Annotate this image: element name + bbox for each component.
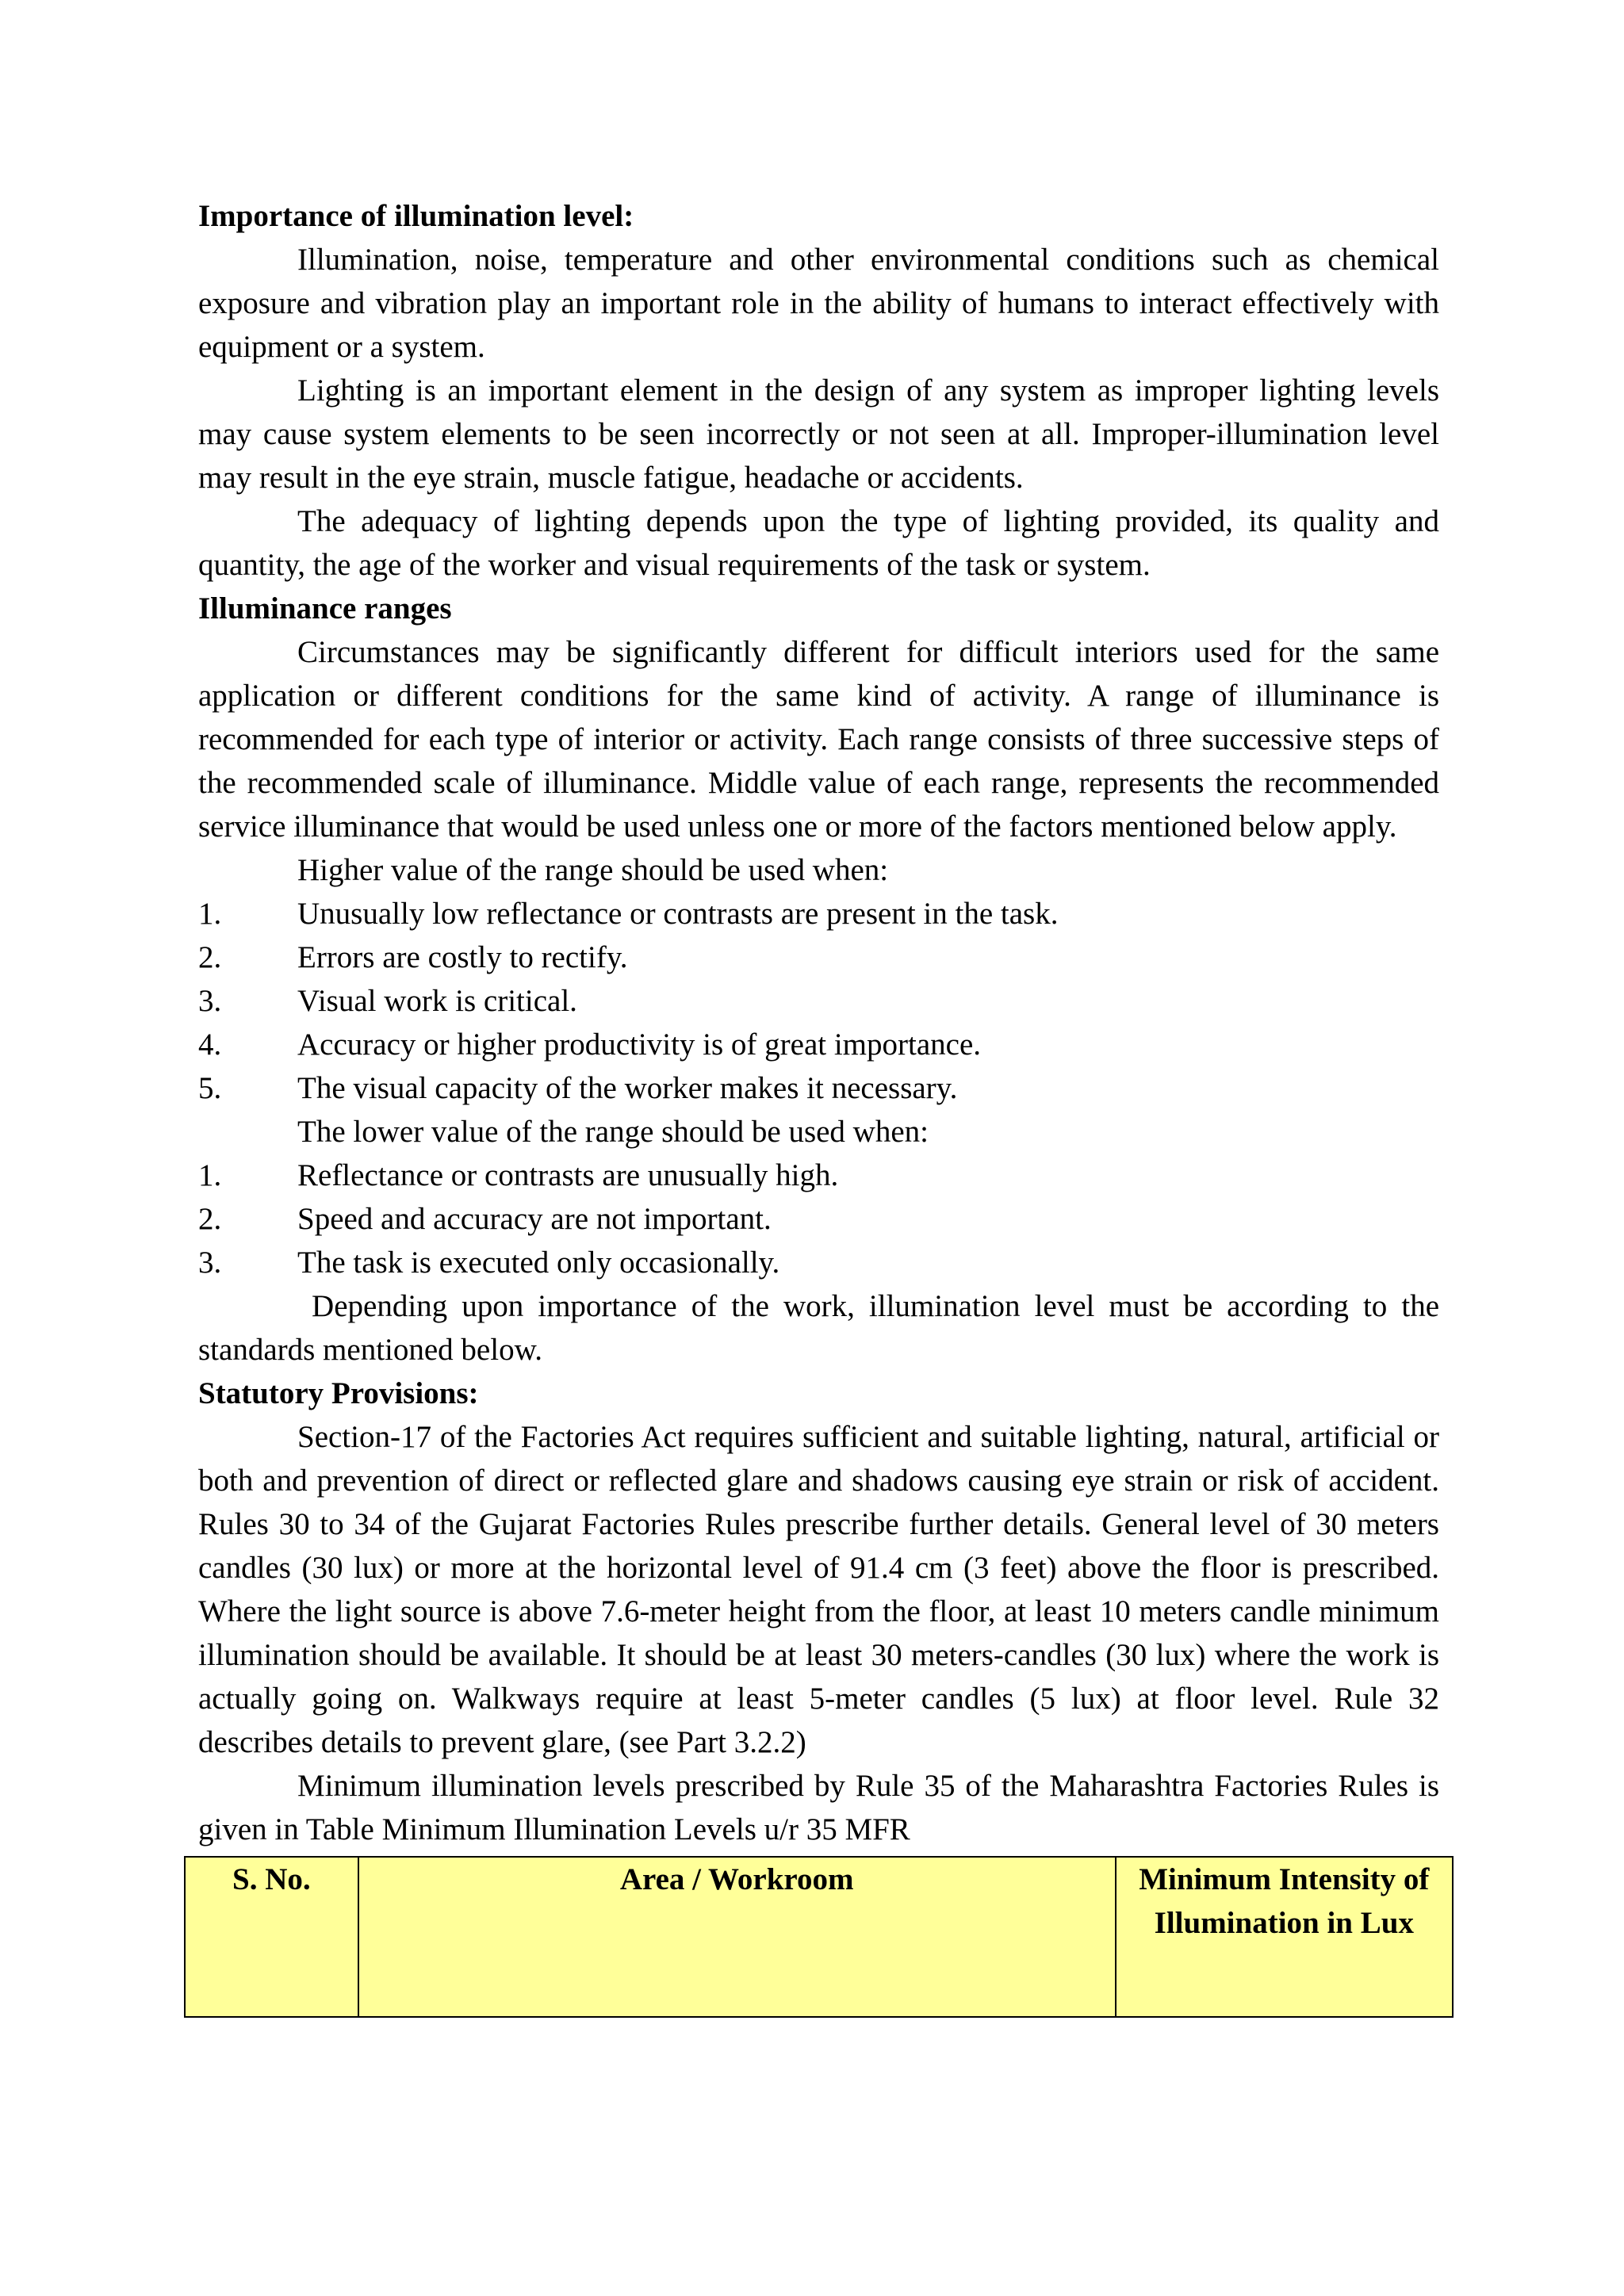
- list-item-text: Errors are costly to rectify.: [297, 940, 628, 974]
- column-header-min-intensity: Minimum Intensity of Illumination in Lux: [1116, 1857, 1453, 2017]
- illumination-levels-table: [184, 1856, 1454, 2018]
- list-item-text: Visual work is critical.: [297, 984, 577, 1018]
- paragraph: The adequacy of lighting depends upon the type of lighting provided, its quality and quantity, the age of the worker and visual requirements of the task or system.: [198, 504, 1439, 582]
- section-heading-illuminance-ranges: Illuminance ranges: [198, 591, 452, 626]
- list-item-number: 1.: [198, 1158, 222, 1192]
- list-item: [198, 1066, 1439, 1110]
- list-item-number: 3.: [198, 1246, 222, 1280]
- illumination-table-container: [184, 1856, 1439, 2018]
- list-item-text: Unusually low reflectance or contrasts are present in the task.: [297, 897, 1059, 931]
- list-item: [198, 1154, 1439, 1197]
- paragraph: Section-17 of the Factories Act requires sufficient and suitable lighting, natural, artificial or both and prevention of direct or reflected glare and shadows causing eye strain or risk of accident. Rules 30 to 34 of the Gujarat Factories Rules prescribe further details. General level of 30 meters candles (30 lux) or more at the horizontal level of 91.4 cm (3 feet) above the floor is prescribed. Where the light source is above 7.6-meter height from the floor, at least 10 meters candle minimum illumination should be available. It should be at least 30 meters-candles (30 lux) where the work is actually going on. Walkways require at least 5-meter candles (5 lux) at floor level. Rule 32 describes details to prevent glare, (see Part 3.2.2): [198, 1420, 1439, 1759]
- list-item-number: 1.: [198, 897, 222, 931]
- list-item: [198, 892, 1439, 936]
- table-header-row: [185, 1857, 1453, 2017]
- section-heading-statutory: Statutory Provisions:: [198, 1376, 479, 1410]
- list-item-number: 2.: [198, 940, 222, 974]
- list-item-text: The task is executed only occasionally.: [297, 1246, 780, 1280]
- list-item-text: Reflectance or contrasts are unusually high.: [297, 1158, 839, 1192]
- list-item-text: The visual capacity of the worker makes it necessary.: [297, 1071, 958, 1105]
- section-heading-importance: Importance of illumination level:: [198, 199, 634, 233]
- list-item: [198, 1023, 1439, 1066]
- list-item: [198, 979, 1439, 1023]
- paragraph: Lighting is an important element in the design of any system as improper lighting levels may cause system elements to be seen incorrectly or not seen at all. Improper-illumination level may result in the eye strain, muscle fatigue, headache or accidents.: [198, 373, 1439, 495]
- list-item-text: Accuracy or higher productivity is of great importance.: [297, 1027, 982, 1062]
- column-header-sno: S. No.: [185, 1857, 358, 2017]
- list-item: [198, 1241, 1439, 1284]
- paragraph: Illumination, noise, temperature and other environmental conditions such as chemical exposure and vibration play an important role in the ability of humans to interact effectively with equipment or a system.: [198, 243, 1439, 364]
- list-item-text: Speed and accuracy are not important.: [297, 1202, 772, 1236]
- list-item-number: 4.: [198, 1027, 222, 1062]
- column-header-area: Area / Workroom: [358, 1857, 1116, 2017]
- list-item-number: 5.: [198, 1071, 222, 1105]
- list-item: [198, 1197, 1439, 1241]
- document-page: [198, 194, 1447, 2018]
- list-item: [198, 936, 1439, 979]
- paragraph: Circumstances may be significantly different for difficult interiors used for the same application or different conditions for the same kind of activity. A range of illuminance is recommended for each type of interior or activity. Each range consists of three successive steps of the recommended scale of illuminance. Middle value of each range, represents the recommended service illuminance that would be used unless one or more of the factors mentioned below apply.: [198, 635, 1439, 844]
- paragraph: Minimum illumination levels prescribed by Rule 35 of the Maharashtra Factories Rules is given in Table Minimum Illumination Levels u/r 35 MFR: [198, 1769, 1439, 1846]
- paragraph: Depending upon importance of the work, illumination level must be according to the standards mentioned below.: [198, 1289, 1447, 1367]
- list-item-number: 3.: [198, 984, 222, 1018]
- list-item-number: 2.: [198, 1202, 222, 1236]
- list-intro-higher: Higher value of the range should be used when:: [297, 853, 889, 887]
- list-intro-lower: The lower value of the range should be used when:: [297, 1115, 929, 1149]
